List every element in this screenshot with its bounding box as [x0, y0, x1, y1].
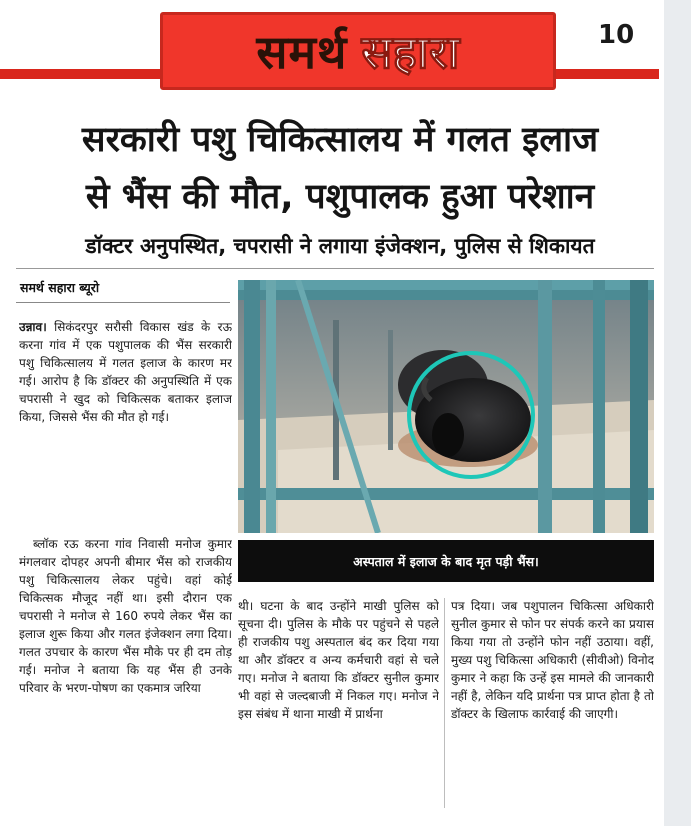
- article-photo: [238, 280, 654, 533]
- paragraph-1-text: सिकंदरपुर सरौसी विकास खंड के रऊ करना गांव में एक पशुपालक की भैंस सरकारी पशु चिकित्सालय में गलत इलाज के कारण मर गई। आरोप है कि डॉक्टर की अनुपस्थिति में एक चपरासी ने खुद को चिकित्सक बताकर इलाज किया, जिससे भैंस की मौत हो गई।: [19, 320, 232, 424]
- column-3-text: पत्र दिया। जब पशुपालन चिकित्सा अधिकारी सुनील कुमार से फोन पर संपर्क करने का प्रयास किया गया तो उन्होंने फोन नहीं उठाया। वहीं, मुख्य पशु चिकित्सा अधिकारी (सीवीओ) विनोद कुमार ने कहा कि उन्हें इस मामले की जानकारी नहीं है, लेकिन यदि प्रार्थना पत्र प्राप्त होता है तो डॉक्टर के खिलाफ कार्रवाई की जाएगी।: [451, 599, 654, 721]
- masthead-name-part2: सहारा: [361, 25, 460, 79]
- column-divider: [444, 598, 445, 808]
- byline: समर्थ सहारा ब्यूरो: [20, 280, 100, 295]
- subheadline: डॉक्टर अनुपस्थित, चपरासी ने लगाया इंजेक्शन, पुलिस से शिकायत: [85, 234, 595, 258]
- paragraph-2: ब्लॉक रऊ करना गांव निवासी मनोज कुमार मंगलवार दोपहर अपनी बीमार भैंस को राजकीय पशु चिकित्सालय लेकर पहुंचे। वहां कोई चिकित्सक मौजूद नहीं था। इसी दौरान एक चपरासी ने मनोज से 160 रुपये लेकर भैंस का इलाज शुरू किया और गलत इंजेक्शन लगा दिया। गलत उपचार के कारण भैंस मौके पर ही दम तोड़ गई। मनोज ने बताया कि यह भैंस ही उनके परिवार के भरण-पोषण का एकमात्र जरिया: [19, 537, 232, 695]
- photo-caption: अस्पताल में इलाज के बाद मृत पड़ी भैंस।: [238, 540, 654, 582]
- page-edge: [664, 0, 691, 826]
- column-2-text: थी। घटना के बाद उन्होंने माखी पुलिस को सूचना दी। पुलिस के मौके पर पहुंचने से पहले ही राजकीय पशु अस्पताल बंद कर दिया गया था और डॉक्टर व अन्य कर्मचारी वहां से चले गए। मनोज ने बताया कि डॉक्टर सुनील कुमार भी वहां से जल्दबाजी में निकल गए। मनोज ने इस संबंध में थाना माखी में प्रार्थना: [238, 599, 439, 721]
- dateline: उन्नाव।: [19, 320, 47, 334]
- page-number: 10: [598, 20, 635, 50]
- headline-line1: सरकारी पशु चिकित्सालय में गलत इलाज: [81, 120, 599, 160]
- body-column-1-bottom: [19, 535, 232, 807]
- subheadline-divider: [16, 268, 654, 269]
- paragraph-1: [19, 318, 232, 426]
- body-column-3: [451, 597, 654, 809]
- body-column-2: [238, 597, 439, 809]
- body-column-1-top: [19, 318, 232, 528]
- buffalo-photo-illustration: [238, 280, 654, 533]
- headline-line2: से भैंस की मौत, पशुपालक हुआ परेशान: [85, 177, 595, 217]
- byline-divider: [16, 302, 230, 303]
- masthead-title: [160, 12, 556, 90]
- masthead-name-part1: समर्थ: [256, 25, 348, 79]
